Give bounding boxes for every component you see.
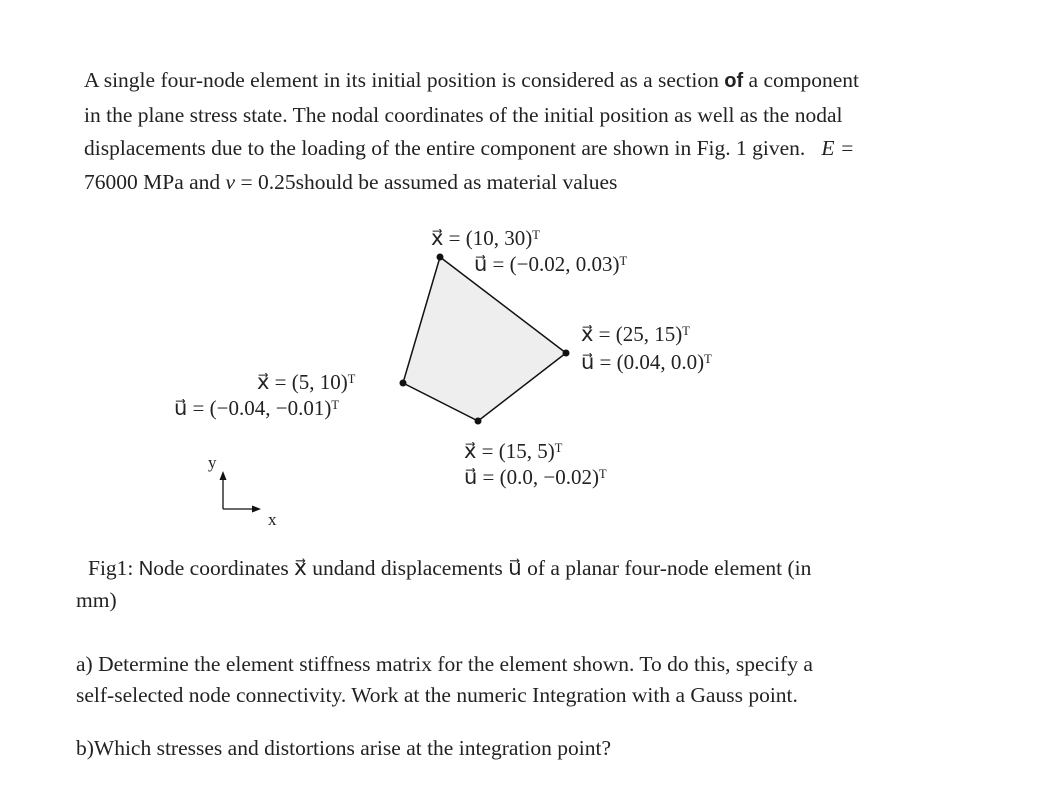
question-a-line-2: self-selected node connectivity. Work at the numeric Integration with a Gauss point. [76,683,798,707]
caption-bold-letter: N [138,558,154,580]
node-4-x-label: x⃗ = (5, 10)ᵀ [257,370,356,394]
node-3-dot [475,418,482,425]
question-a-line-1: a) Determine the element stiffness matrix for the element shown. To do this, specify a [76,652,813,676]
node-3-x-label: x⃗ = (15, 5)ᵀ [464,439,563,463]
x-axis-arrowhead [252,506,261,513]
problem-line-2: in the plane stress state. The nodal coordinates of the initial position as well as the nodal [84,102,843,127]
question-b: b)Which stresses and distortions arise at the integration point? [76,736,611,760]
node-4-u-label: u⃗ = (−0.04, −0.01)ᵀ [174,396,339,420]
x-axis-label: x [268,510,277,529]
caption-line-1: Fig1: Node coordinates x⃗ undand displacements u⃗ of a planar four-node element (in [88,556,812,580]
question-a [76,649,813,711]
problem-line-1: A single four-node element in its initial position is considered as a section of a component [84,68,859,92]
coordinate-axes [208,453,277,529]
node-2-u-label: u⃗ = (0.04, 0.0)ᵀ [581,350,712,374]
bold-of: of [724,70,744,92]
node-2-dot [563,350,570,357]
node-4-dot [400,380,407,387]
y-axis-label: y [208,453,217,472]
problem-line-4: 76000 MPa and ν = 0.25should be assumed as material values [84,169,618,194]
figure-caption [76,553,996,616]
node-1-u-label: u⃗ = (−0.02, 0.03)ᵀ [474,252,628,276]
node-1-dot [437,254,444,261]
four-node-element [403,257,566,421]
caption-line-2: mm) [76,588,117,612]
problem-line-3: displacements due to the loading of the entire component are shown in Fig. 1 given. E = [84,136,855,160]
node-1-x-label: x⃗ = (10, 30)ᵀ [431,226,540,250]
y-axis-arrowhead [220,471,227,480]
node-3-u-label: u⃗ = (0.0, −0.02)ᵀ [464,465,607,489]
node-2-x-label: x⃗ = (25, 15)ᵀ [581,322,690,346]
